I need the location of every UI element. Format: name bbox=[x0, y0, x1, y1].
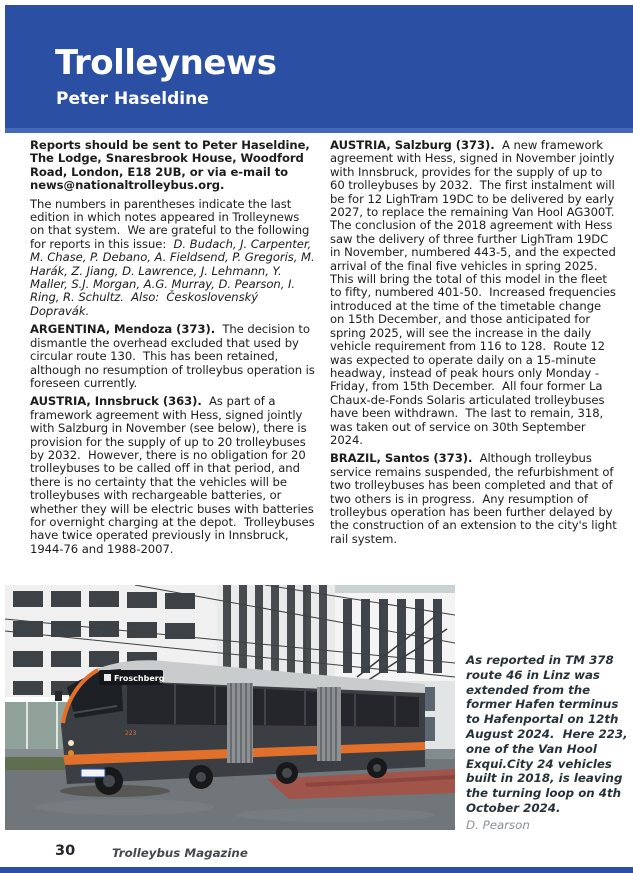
photo-caption bbox=[466, 653, 632, 833]
header-accent-rule bbox=[5, 128, 633, 133]
right-column bbox=[330, 138, 622, 551]
news-paragraph: The numbers in parentheses indicate the last edition in which notes appeared in Trolleynews on that system. We are grateful to the following for reports in this issue: D. Budach, J. Carpenter, M. Chase, P. Debano, A. Fieldsend, P. Gregoris, M. Harák, Z. Jiang, D. Lawrence, J. Lehmann, Y. Maller, S.J. Morgan, A.G. Murray, D. Pearson, I. Ring, R. Schultz. Also: Československý Dopravák. bbox=[30, 196, 319, 318]
destination-display bbox=[99, 670, 165, 685]
bottom-accent-rule bbox=[0, 867, 633, 873]
section-header bbox=[5, 5, 633, 128]
fleet-number: 223 bbox=[125, 730, 137, 737]
news-paragraph: ARGENTINA, Mendoza (373). The decision to dismantle the overhead excluded that used by circular route 130. This has been retained, although no resumption of trolleybus operation is foreseen currently. bbox=[30, 322, 319, 390]
caption-credit: D. Pearson bbox=[466, 817, 530, 832]
magazine-name: Trolleybus Magazine bbox=[112, 846, 248, 860]
section-title: Trolleynews bbox=[55, 43, 277, 83]
page-number: 30 bbox=[55, 843, 76, 859]
news-paragraph: Reports should be sent to Peter Haseldine, The Lodge, Snaresbrook House, Woodford Road, London, E18 2UB, or via e-mail to news@nationaltrolleybus.org. bbox=[30, 138, 314, 193]
destination-text: Froschberg bbox=[114, 674, 165, 683]
news-paragraph: BRAZIL, Santos (373). Although trolleybus service remains suspended, the refurbishment of two trolleybuses has been completed and that of two others is in progress. Any resumption of trolleybus operation has been further delayed by the construction of an extension to the city's light rail system. bbox=[330, 451, 621, 546]
trolleybus-photo bbox=[5, 585, 455, 830]
news-paragraph: AUSTRIA, Innsbruck (363). As part of a framework agreement with Hess, signed jointly with Salzburg in November (see below), there is provision for the supply of up to 20 trolleybuses by 2032. However, there is no obligation for 20 trolleybuses to be called off in that period, and there is no certainty that the vehicles will be trolleybuses with rechargeable batteries, or whether they will be electric buses with batteries for overnight charging at the depot. Trolleybuses have twice operated previously in Innsbruck, 1944-76 and 1988-2007. bbox=[30, 394, 319, 556]
section-author: Peter Haseldine bbox=[56, 89, 209, 109]
page-footer bbox=[0, 841, 633, 865]
news-paragraph: AUSTRIA, Salzburg (373). A new framework agreement with Hess, signed in November jointly with Innsbruck, provides for the supply of up to 60 trolleybuses by 2032. The first instalment will be for 12 LighTram 19DC to be delivered by early 2027, to replace the remaining Van Hool AG300T. The conclusion of the 2018 agreement with Hess saw the delivery of three further LighTram 19DC in November, numbered 443-5, and the expected arrival of the final five vehicles in spring 2025. This will bring the total of this model in the fleet to fifty, numbered 401-50. Increased frequencies introduced at the time of the timetable change on 15th December, and those anticipated for spring 2025, will see the increase in the daily vehicle requirement from 116 to 128. Route 12 was expected to operate daily on a 15-minute headway, instead of peak hours only Monday - Friday, from 15th December. All four former La Chaux-de-Fonds Solaris articulated trolleybuses have been withdrawn. The last to remain, 318, was taken out of service on 30th September 2024. bbox=[330, 138, 622, 447]
left-column bbox=[30, 139, 317, 561]
caption-text: As reported in TM 378 route 46 in Linz was extended from the former Hafen terminus to Hafenportal on 12th August 2024. Here 223, one of the Van Hool Exqui.City 24 vehicles built in 2018, is leaving the turning loop on 4th October 2024. bbox=[466, 653, 632, 815]
